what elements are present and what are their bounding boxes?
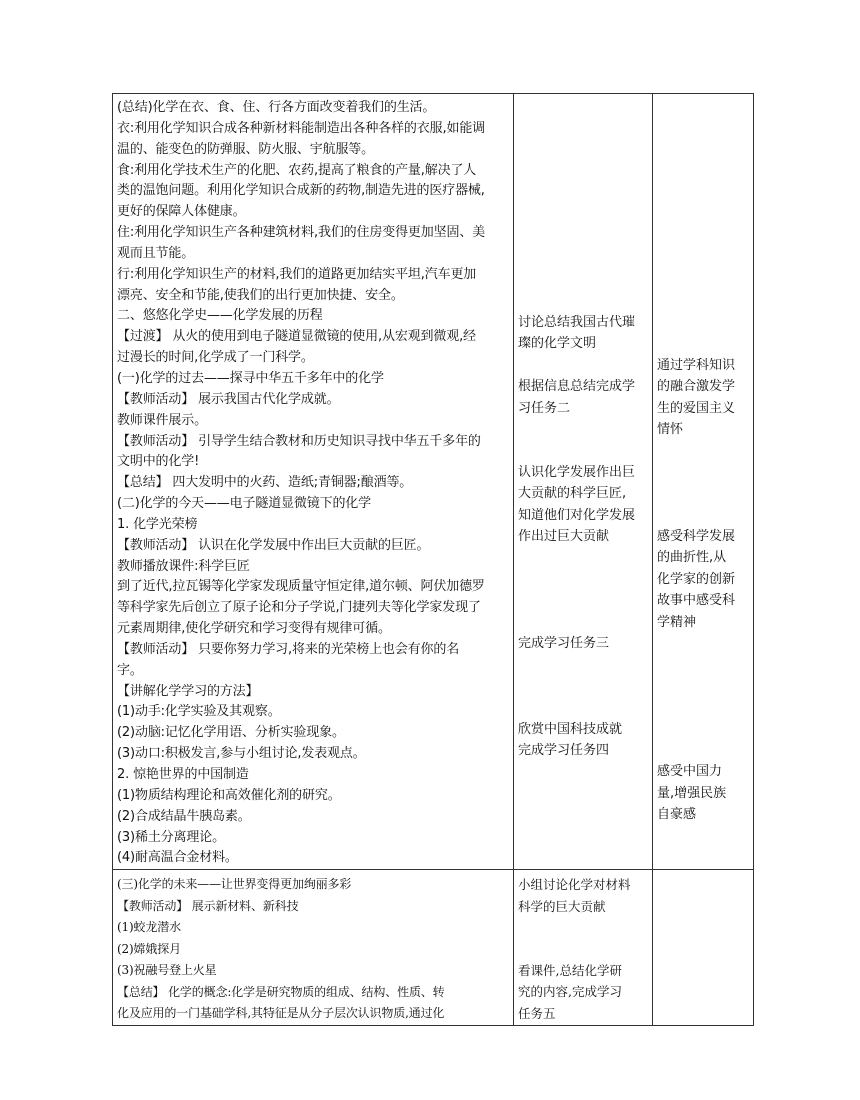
activity-line: 【总结】 四大发明中的火药、造纸;青铜器;酿酒等。: [117, 475, 413, 491]
activity-line: 【教师活动】 只要你努力学习,将来的光荣榜上也会有你的名: [117, 641, 460, 657]
design-intent-cell-line: 学精神: [657, 614, 697, 630]
activity-line: 【教师活动】 展示新材料、新科技: [117, 898, 299, 913]
student-activity-cell-line: 认识化学发展作出巨: [518, 464, 636, 480]
activity-line: (3)祝融号登上火星: [117, 963, 217, 978]
student-activity-cell-line: 完成学习任务三: [518, 636, 610, 652]
activity-line: 元素周期律,使化学研究和学习变得有规律可循。: [117, 621, 391, 637]
activity-line: 温的、能变色的防弹服、防火服、宇航服等。: [117, 141, 375, 157]
student-activity-cell: [514, 94, 653, 870]
activity-line: (2)嫦娥探月: [117, 941, 181, 956]
student-activity-cell-line: 欣赏中国科技成就: [518, 721, 623, 737]
activity-line: 化及应用的一门基础学科,其特征是从分子层次认识物质,通过化: [117, 1006, 445, 1021]
activity-line: (2)合成结晶牛胰岛素。: [117, 808, 251, 824]
activity-line: 文明中的化学!: [117, 454, 200, 470]
student-activity-cell-line: 知道他们对化学发展: [518, 507, 636, 523]
table-row: [113, 94, 754, 870]
activity-line: 【教师活动】 认识在化学发展中作出巨大贡献的巨匠。: [117, 537, 430, 553]
design-intent-cell: [653, 870, 754, 1026]
design-intent-cell-line: 情怀: [657, 422, 684, 438]
activity-line: (1)蛟龙潜水: [117, 920, 181, 935]
student-activity-cell-line: 璨的化学文明: [518, 336, 597, 352]
activity-line: (1)动手:化学实验及其观察。: [117, 704, 281, 720]
student-activity-cell-line: 作出过巨大贡献: [518, 529, 610, 545]
activity-line: 【教师活动】 展示我国古代化学成就。: [117, 391, 340, 407]
activity-line: 更好的保障人体健康。: [117, 204, 246, 220]
activity-line: 二、悠悠化学史——化学发展的历程: [117, 308, 323, 324]
activity-line: (二)化学的今天——电子隧道显微镜下的化学: [117, 496, 371, 512]
activity-line: 2. 惊艳世界的中国制造: [117, 767, 249, 782]
student-activity-cell: [514, 870, 653, 1026]
activity-line: 观而且节能。: [117, 245, 195, 261]
activity-line: (4)耐高温合金材料。: [117, 850, 238, 866]
activity-line: 行:利用化学知识生产的材料,我们的道路更加结实平坦,汽车更加: [117, 266, 477, 282]
design-intent-cell-line: 的曲折性,从: [657, 550, 727, 566]
student-activity-cell-line: 习任务二: [518, 400, 571, 416]
design-intent-cell-line: 的融合激发学: [657, 379, 736, 395]
design-intent-cell-line: 自豪感: [657, 807, 697, 823]
activity-line: (三)化学的未来——让世界变得更加绚丽多彩: [117, 877, 352, 892]
design-intent-cell-line: 感受中国力: [657, 764, 723, 780]
design-intent-cell-line: 量,增强民族: [657, 785, 727, 801]
student-activity-cell-line: 大贡献的科学巨匠,: [518, 486, 627, 502]
activity-line: (1)物质结构理论和高效催化剂的研究。: [117, 787, 341, 803]
activity-line: 1. 化学光荣榜: [117, 516, 198, 532]
activity-line: (3)稀土分离理论。: [117, 829, 225, 845]
activity-cell: [113, 94, 514, 870]
design-intent-cell-line: 生的爱国主义: [657, 400, 736, 416]
activity-line: 【总结】 化学的概念:化学是研究物质的组成、结构、性质、转: [117, 984, 445, 999]
activity-cell: [113, 870, 514, 1026]
activity-line: 教师课件展示。: [117, 412, 207, 428]
activity-line: 衣:利用化学知识合成各种新材料能制造出各种各样的衣服,如能调: [117, 120, 486, 136]
table-row: [113, 870, 754, 1026]
student-activity-cell-line: 讨论总结我国古代璀: [518, 315, 636, 330]
activity-line: 过漫长的时间,化学成了一门科学。: [117, 350, 314, 366]
design-intent-cell: [653, 94, 754, 870]
student-activity-cell-line: 根据信息总结完成学: [518, 379, 636, 395]
activity-line: 漂亮、安全和节能,使我们的出行更加快捷、安全。: [117, 287, 404, 303]
activity-line: (2)动脑:记忆化学用语、分析实验现象。: [117, 725, 345, 741]
activity-line: 类的温饱问题。利用化学知识合成新的药物,制造先进的医疗器械,: [117, 183, 485, 199]
activity-line: (3)动口:积极发言,参与小组讨论,发表观点。: [117, 746, 366, 762]
design-intent-cell-line: 化学家的创新: [657, 571, 736, 587]
student-activity-cell-line: 看课件,总结化学研: [518, 962, 622, 978]
design-intent-cell-line: 感受科学发展: [657, 529, 736, 545]
student-activity-cell-line: 究的内容,完成学习: [518, 984, 622, 1000]
activity-line: 食:利用化学技术生产的化肥、农药,提高了粮食的产量,解决了人: [117, 162, 477, 178]
lesson-plan-table: [112, 93, 754, 1026]
activity-line: 教师播放课件:科学巨匠: [117, 558, 250, 574]
activity-line: 等科学家先后创立了原子论和分子学说,门捷列夫等化学家发现了: [117, 600, 481, 616]
student-activity-cell-line: 完成学习任务四: [518, 743, 610, 759]
design-intent-cell-line: 故事中感受科: [657, 593, 736, 609]
student-activity-cell-line: 小组讨论化学对材料: [518, 877, 631, 893]
activity-line: 【教师活动】 引导学生结合教材和历史知识寻找中华五千多年的: [117, 433, 481, 449]
activity-line: (总结)化学在衣、食、住、行各方面改变着我们的生活。: [117, 100, 436, 115]
design-intent-cell-line: 通过学科知识: [657, 357, 736, 373]
activity-line: 【讲解化学学习的方法】: [117, 683, 259, 699]
student-activity-cell-line: 科学的巨大贡献: [518, 898, 606, 914]
student-activity-cell-line: 任务五: [518, 1005, 556, 1021]
activity-line: 【过渡】 从火的使用到电子隧道显微镜的使用,从宏观到微观,经: [117, 329, 476, 345]
activity-line: 字。: [117, 662, 143, 678]
activity-line: (一)化学的过去——探寻中华五千多年中的化学: [117, 370, 384, 386]
activity-line: 住:利用化学知识生产各种建筑材料,我们的住房变得更加坚固、美: [117, 225, 486, 241]
activity-line: 到了近代,拉瓦锡等化学家发现质量守恒定律,道尔顿、阿伏加德罗: [117, 579, 485, 595]
